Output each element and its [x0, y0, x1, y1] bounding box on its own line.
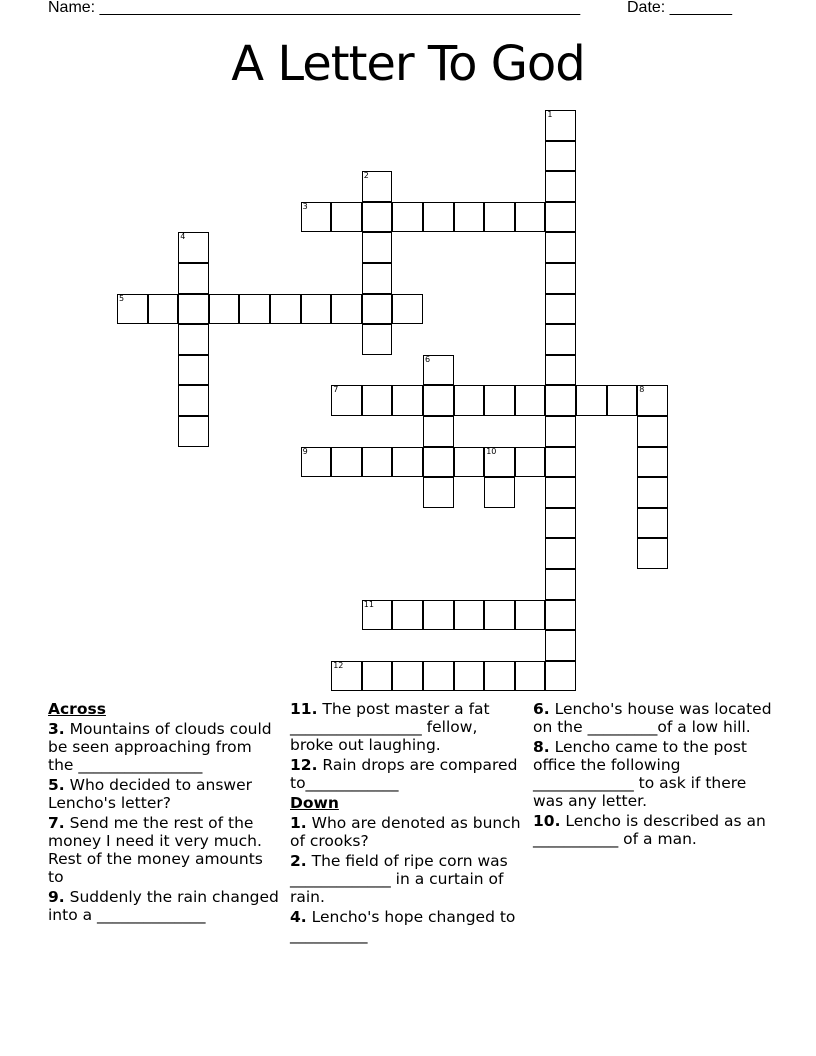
- grid-cell[interactable]: [392, 447, 423, 478]
- grid-cell[interactable]: [239, 294, 270, 325]
- grid-cell[interactable]: [331, 294, 362, 325]
- grid-cell[interactable]: [454, 661, 485, 692]
- clue-down-8: 8. Lencho came to the post office the following _____________ to ask if there was any letter.: [533, 738, 748, 810]
- grid-cell[interactable]: [607, 385, 638, 416]
- grid-cell[interactable]: [362, 385, 393, 416]
- grid-cell[interactable]: [392, 385, 423, 416]
- clue-number: 3: [302, 201, 308, 211]
- grid-cell[interactable]: [454, 447, 485, 478]
- grid-cell[interactable]: [545, 661, 576, 692]
- clue-down-4: 4. Lencho's hope changed to __________: [290, 908, 516, 944]
- grid-cell[interactable]: [545, 141, 576, 172]
- grid-cell[interactable]: [362, 661, 393, 692]
- grid-cell[interactable]: [545, 171, 576, 202]
- down-heading: Down: [290, 794, 339, 812]
- clue-column-3: [533, 700, 773, 850]
- grid-cell[interactable]: [545, 385, 576, 416]
- grid-cell[interactable]: [423, 355, 454, 386]
- grid-cell[interactable]: [362, 263, 393, 294]
- clue-down-2: 2. The field of ripe corn was _____________ in a curtain of rain.: [290, 852, 508, 906]
- grid-cell[interactable]: [423, 661, 454, 692]
- grid-cell[interactable]: [545, 355, 576, 386]
- clue-across-9: 9. Suddenly the rain changed into a ______________: [48, 888, 279, 924]
- grid-cell[interactable]: [178, 385, 209, 416]
- clue-down-6: 6. Lencho's house was located on the _________of a low hill.: [533, 700, 772, 736]
- grid-cell[interactable]: [515, 661, 546, 692]
- across-heading: Across: [48, 700, 106, 718]
- clue-column-2: [290, 700, 522, 946]
- grid-cell[interactable]: [545, 447, 576, 478]
- grid-cell[interactable]: [515, 447, 546, 478]
- grid-cell[interactable]: [545, 416, 576, 447]
- grid-cell[interactable]: [515, 600, 546, 631]
- grid-cell[interactable]: [392, 661, 423, 692]
- grid-cell[interactable]: [178, 232, 209, 263]
- clue-number: 2: [363, 171, 369, 181]
- grid-cell[interactable]: [423, 600, 454, 631]
- grid-cell[interactable]: [484, 600, 515, 631]
- grid-cell[interactable]: [331, 385, 362, 416]
- grid-cell[interactable]: [148, 294, 179, 325]
- grid-cell[interactable]: [637, 447, 668, 478]
- grid-cell[interactable]: [362, 232, 393, 263]
- grid-cell[interactable]: [301, 202, 332, 233]
- grid-cell[interactable]: [515, 202, 546, 233]
- clue-number: 4: [180, 232, 186, 242]
- grid-cell[interactable]: [178, 263, 209, 294]
- grid-cell[interactable]: [362, 202, 393, 233]
- grid-cell[interactable]: [515, 385, 546, 416]
- clue-across-12: 12. Rain drops are compared to____________: [290, 756, 518, 792]
- clue-number: 6: [425, 354, 431, 364]
- grid-cell[interactable]: [545, 324, 576, 355]
- grid-cell[interactable]: [301, 447, 332, 478]
- grid-cell[interactable]: [637, 385, 668, 416]
- grid-cell[interactable]: [423, 416, 454, 447]
- grid-cell[interactable]: [362, 324, 393, 355]
- grid-cell[interactable]: [117, 294, 148, 325]
- grid-cell[interactable]: [423, 385, 454, 416]
- grid-cell[interactable]: [637, 538, 668, 569]
- grid-cell[interactable]: [331, 202, 362, 233]
- grid-cell[interactable]: [331, 447, 362, 478]
- grid-cell[interactable]: [545, 569, 576, 600]
- grid-cell[interactable]: [178, 416, 209, 447]
- grid-cell[interactable]: [545, 202, 576, 233]
- grid-cell[interactable]: [545, 538, 576, 569]
- grid-cell[interactable]: [209, 294, 240, 325]
- clue-across-3: 3. Mountains of clouds could be seen approaching from the ________________: [48, 720, 272, 774]
- grid-cell[interactable]: [545, 630, 576, 661]
- grid-cell[interactable]: [484, 661, 515, 692]
- grid-cell[interactable]: [392, 600, 423, 631]
- grid-cell[interactable]: [545, 263, 576, 294]
- clue-number: 5: [119, 293, 125, 303]
- grid-cell[interactable]: [545, 600, 576, 631]
- date-field[interactable]: Date: _______: [627, 0, 732, 16]
- grid-cell[interactable]: [362, 447, 393, 478]
- grid-cell[interactable]: [637, 508, 668, 539]
- grid-cell[interactable]: [423, 477, 454, 508]
- grid-cell[interactable]: [454, 385, 485, 416]
- clue-number: 8: [639, 385, 645, 395]
- grid-cell[interactable]: [301, 294, 332, 325]
- clue-down-10: 10. Lencho is described as an ___________ of a man.: [533, 812, 766, 848]
- grid-cell[interactable]: [454, 202, 485, 233]
- grid-cell[interactable]: [545, 477, 576, 508]
- clue-number: 11: [363, 599, 374, 609]
- grid-cell[interactable]: [484, 385, 515, 416]
- grid-cell[interactable]: [484, 202, 515, 233]
- grid-cell[interactable]: [423, 202, 454, 233]
- name-field[interactable]: Name: ______________________________________________________: [48, 0, 581, 16]
- clue-number: 1: [547, 110, 553, 119]
- grid-cell[interactable]: [392, 202, 423, 233]
- grid-cell[interactable]: [270, 294, 301, 325]
- clue-column-1: [48, 700, 280, 926]
- clue-number: 9: [302, 446, 308, 456]
- clue-across-7: 7. Send me the rest of the money I need it very much. Rest of the money amounts to: [48, 814, 263, 886]
- grid-cell[interactable]: [178, 355, 209, 386]
- grid-cell[interactable]: [545, 110, 576, 141]
- grid-cell[interactable]: [545, 232, 576, 263]
- grid-cell[interactable]: [392, 294, 423, 325]
- grid-cell[interactable]: [576, 385, 607, 416]
- clue-number: 7: [333, 385, 339, 395]
- grid-cell[interactable]: [423, 447, 454, 478]
- grid-cell[interactable]: [362, 294, 393, 325]
- grid-cell[interactable]: [484, 447, 515, 478]
- grid-cell[interactable]: [362, 171, 393, 202]
- clue-across-11: 11. The post master a fat _________________ fellow, broke out laughing.: [290, 700, 490, 754]
- grid-cell[interactable]: [178, 324, 209, 355]
- clue-down-1: 1. Who are denoted as bunch of crooks?: [290, 814, 521, 850]
- grid-cell[interactable]: [637, 477, 668, 508]
- grid-cell[interactable]: [545, 508, 576, 539]
- puzzle-title: A Letter To God: [231, 36, 585, 92]
- grid-cell[interactable]: [362, 600, 393, 631]
- clue-across-5: 5. Who decided to answer Lencho's letter?: [48, 776, 252, 812]
- clue-number: 12: [333, 660, 344, 670]
- grid-cell[interactable]: [178, 294, 209, 325]
- grid-cell[interactable]: [454, 600, 485, 631]
- grid-cell[interactable]: [331, 661, 362, 692]
- clue-number: 10: [486, 446, 497, 456]
- grid-cell[interactable]: [545, 294, 576, 325]
- grid-cell[interactable]: [484, 477, 515, 508]
- grid-cell[interactable]: [637, 416, 668, 447]
